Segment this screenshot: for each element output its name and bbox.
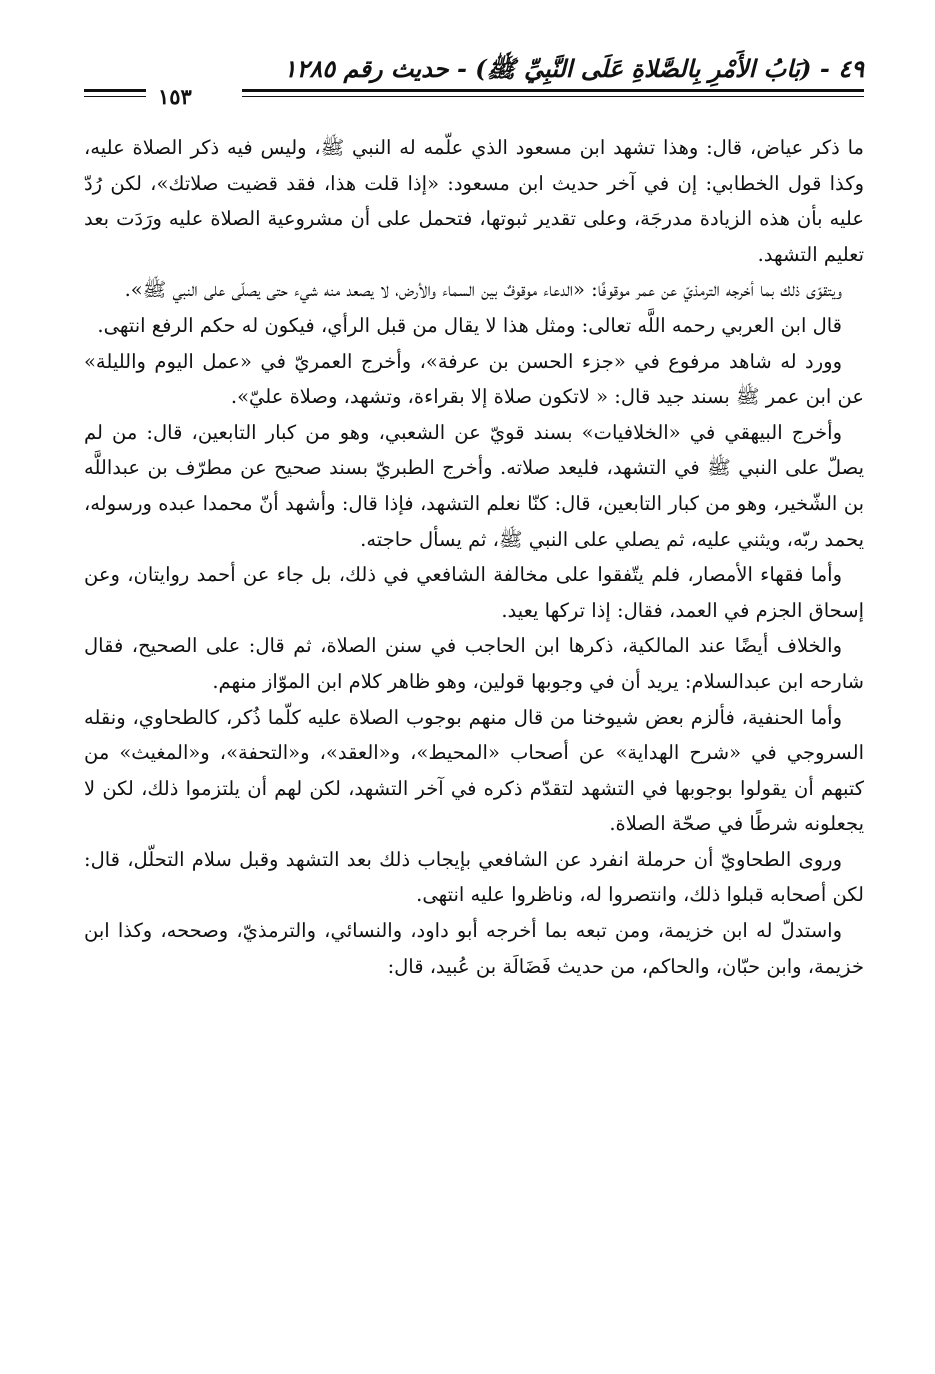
- paragraph: قال ابن العربي رحمه اللَّه تعالى: ومثل هذا لا يقال من قبل الرأي، فيكون له حكم الرفع انتهى.: [97, 313, 842, 337]
- book-page: [84, 52, 864, 1352]
- header-rule: [242, 89, 864, 99]
- running-title: ٤٩ - (بَابُ الأَمْرِ بِالصَّلاةِ عَلَى النَّبِيِّ ﷺ) - حديث رقم ١٢٨٥: [283, 54, 864, 83]
- paragraph: وورد له شاهد مرفوع في «جزء الحسن بن عرفة»، وأخرج العمريّ في «عمل اليوم والليلة» عن ابن عمر ﷺ بسند جيد قال: « لاتكون صلاة إلا بقراءة، وتشهد، وصلاة عليّ».: [84, 349, 864, 409]
- paragraph: واستدلّ له ابن خزيمة، ومن تبعه بما أخرجه أبو داود، والنسائي، والترمذيّ، وصححه، وكذا ابن خزيمة، وابن حبّان، والحاكم، من حديث فَضَالَة بن عُبيد، قال:: [84, 919, 864, 978]
- paragraph: والخلاف أيضًا عند المالكية، ذكرها ابن الحاجب في سنن الصلاة، ثم قال: على الصحيح، فقال شارحه ابن عبدالسلام: يريد أن في وجوبها قولين، وهو ظاهر كلام ابن الموّاز منهم.: [84, 634, 864, 693]
- paragraph: ما ذكر عياض، قال: وهذا تشهد ابن مسعود الذي علّمه له النبي ﷺ، وليس فيه ذكر الصلاة عليه، وكذا قول الخطابي: إن في آخر حديث ابن مسعود: «إذا قلت هذا، فقد قضيت صلاتك»، لكن رُدّ عليه بأن هذه الزيادة مدرجَة، وعلى تقدير ثبوتها، فتحمل على أن مشروعية الصلاة عليه ورَدَت بعد تعليم التشهد.: [84, 136, 864, 266]
- page-header: [84, 52, 864, 110]
- paragraph: ويتقوّى ذلك بما أخرجه الترمذيّ عن عمر موقوفًا: «الدعاء موقوفٌ بين السماء والأرض، لا يصعد منه شيء حتى يصلّى على النبي ﷺ».: [124, 278, 842, 302]
- paragraph: وأخرج البيهقي في «الخلافيات» بسند قويّ عن الشعبي، وهو من كبار التابعين، قال: من لم يصلّ على النبي ﷺ في التشهد، فليعد صلاته. وأخرج الطبريّ بسند صحيح عن مطرّف بن عبداللَّه بن الشّخير، وهو من كبار التابعين، قال: كنّا نعلم التشهد، فإذا قال: وأشهد أنّ محمدا عبده ورسوله، يحمد ربّه، ويثني عليه، ثم يصلي على النبي ﷺ، ثم يسأل حاجته.: [84, 420, 864, 551]
- page-number-rule: [84, 89, 146, 99]
- paragraph: وأما فقهاء الأمصار، فلم يتّفقوا على مخالفة الشافعي في ذلك، بل جاء عن أحمد روايتان، وعن إسحاق الجزم في العمد، فقال: إذا تركها يعيد.: [84, 563, 864, 622]
- paragraph: وأما الحنفية، فألزم بعض شيوخنا من قال منهم بوجوب الصلاة عليه كلّما ذُكر، كالطحاوي، ونقله السروجي في «شرح الهداية» عن أصحاب «المحيط»، و«العقد»، و«التحفة»، و«المغيث» من كتبهم أن يقولوا بوجوبها في التشهد لتقدّم ذكره في آخر التشهد، لكن لهم أن يلتزموا ذلك، لكن لا يجعلونه شرطًا في صحّة الصلاة.: [84, 705, 864, 836]
- paragraph: وروى الطحاويّ أن حرملة انفرد عن الشافعي بإيجاب ذلك بعد التشهد وقبل سلام التحلّل، قال: لكن أصحابه قبلوا ذلك، وانتصروا له، وناظروا عليه انتهى.: [84, 847, 864, 907]
- body-text: [84, 130, 864, 984]
- page-number: ١٥٣: [158, 84, 192, 109]
